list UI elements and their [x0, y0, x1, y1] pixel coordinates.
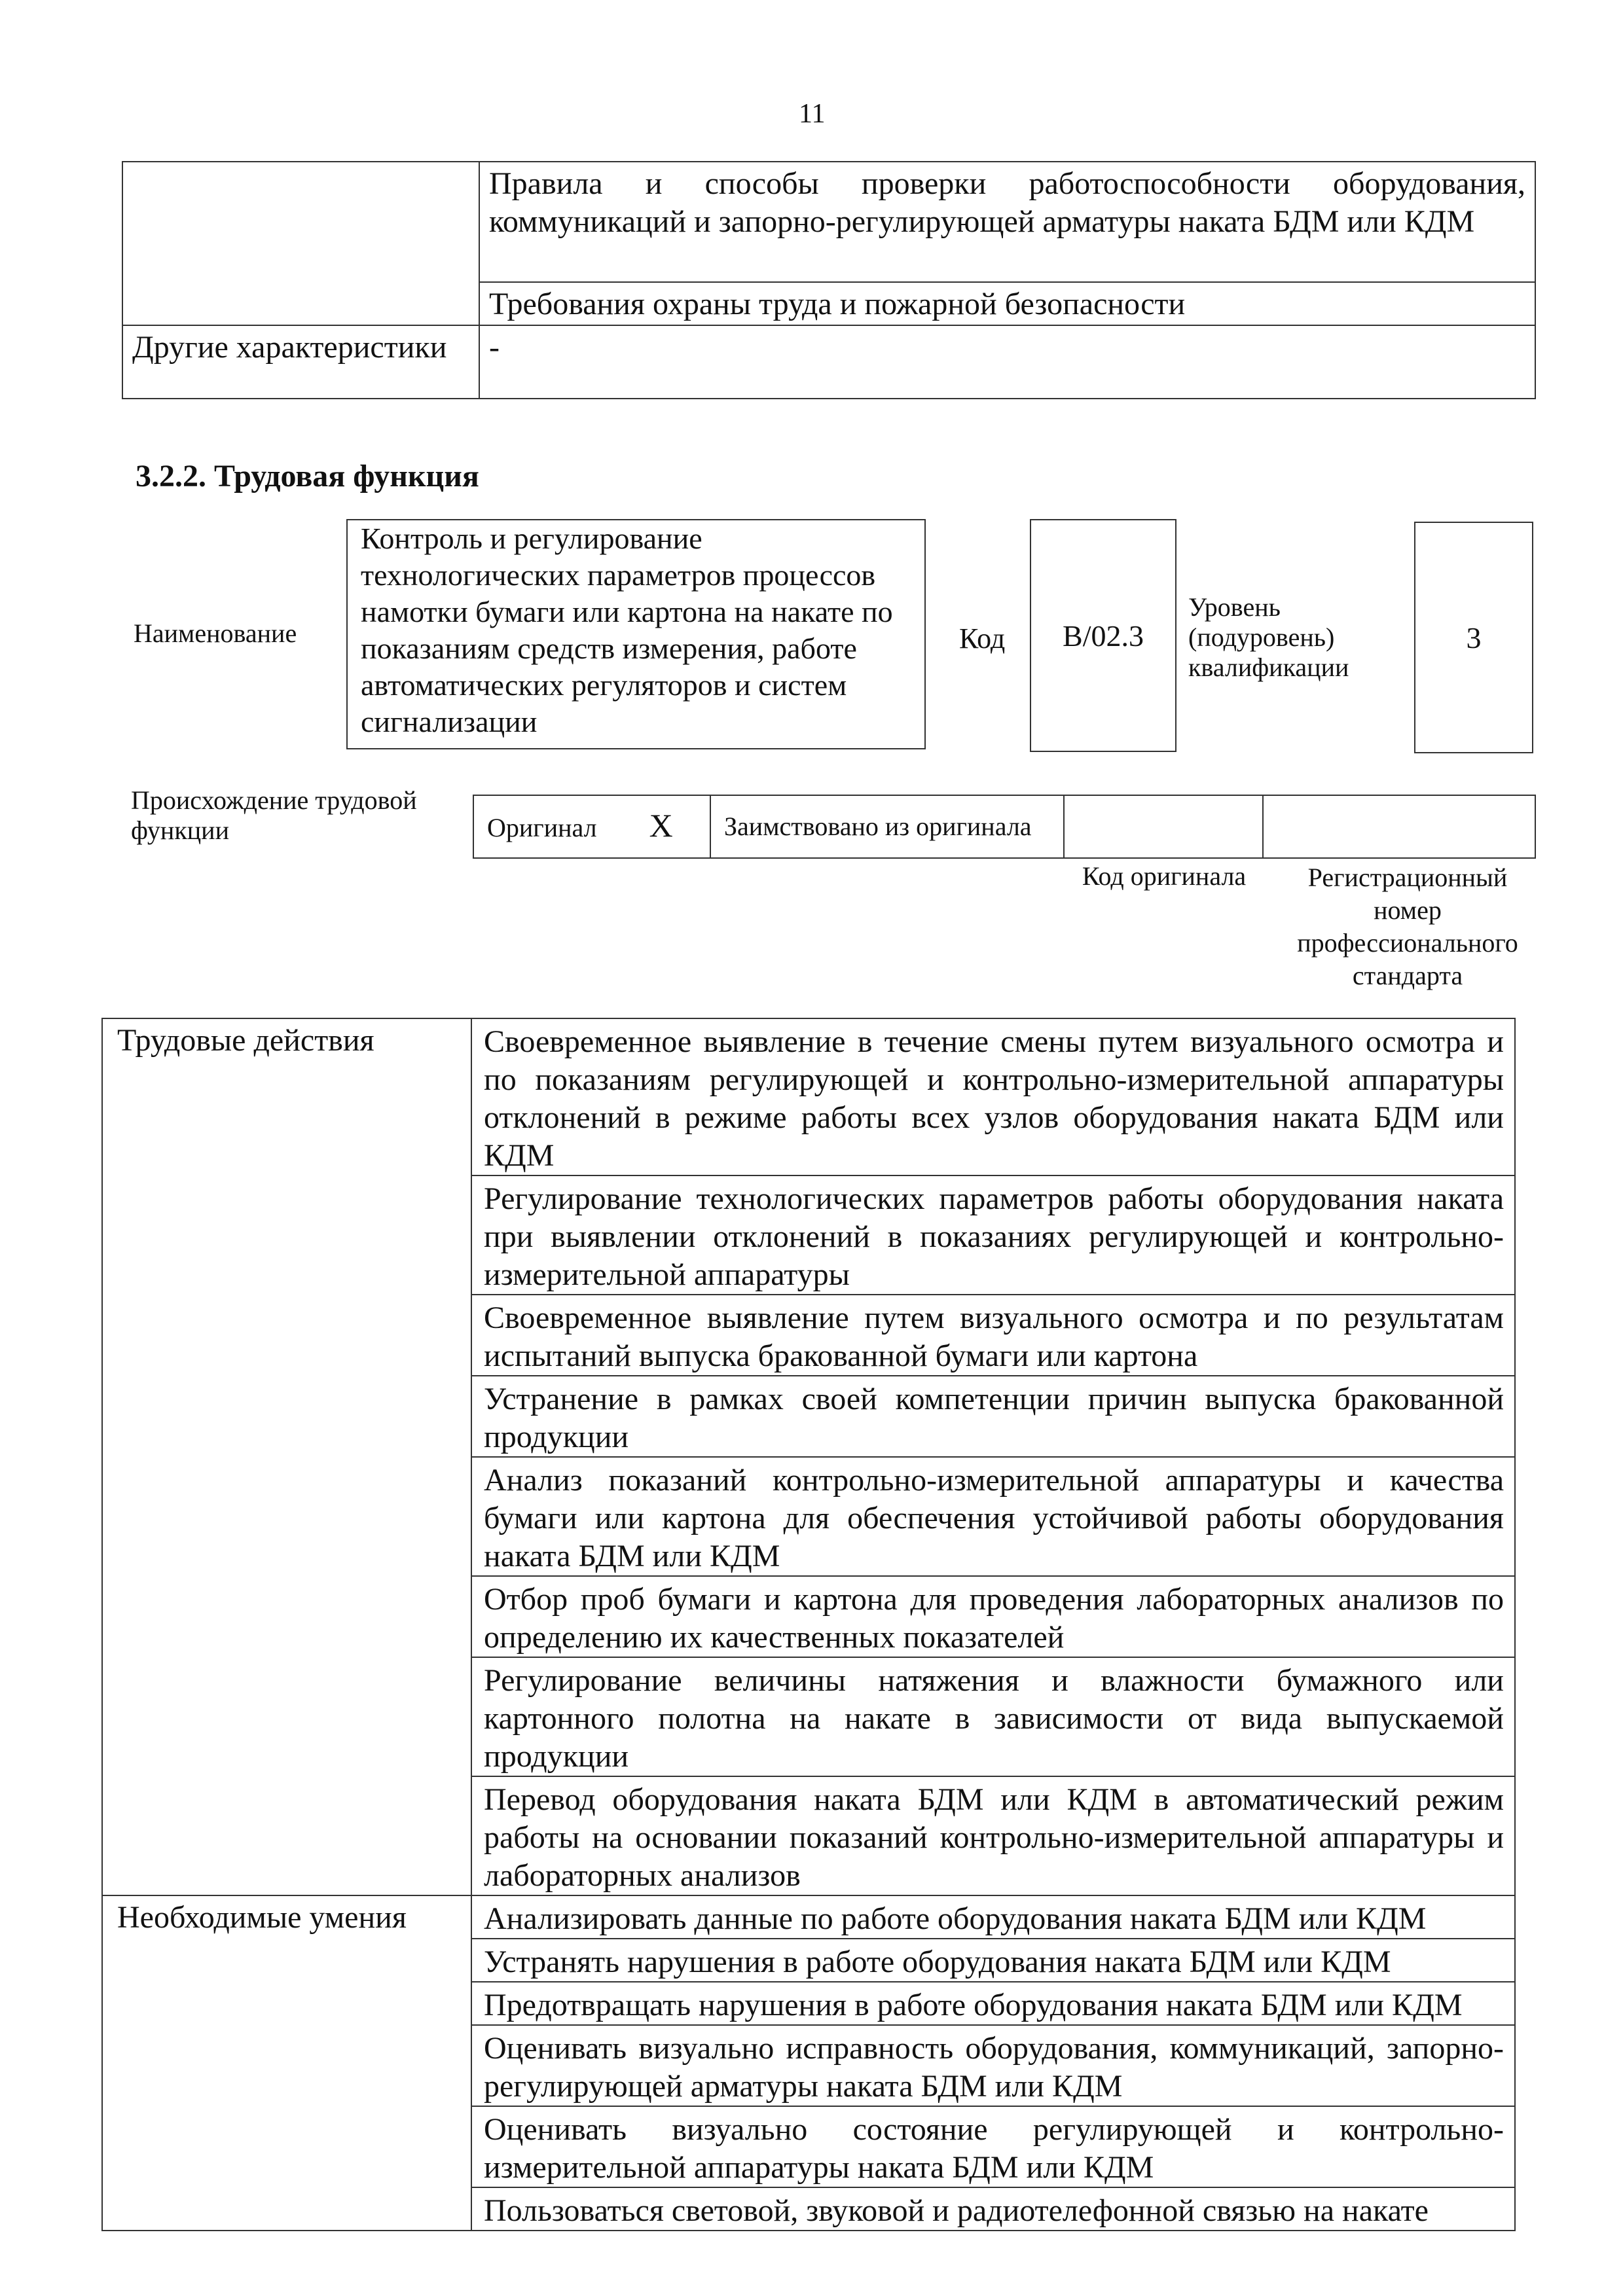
- code-label: Код: [959, 622, 1006, 655]
- page-number: 11: [799, 99, 826, 129]
- level-label: Уровень (подуровень) квалификации: [1188, 592, 1349, 682]
- action-item: Устранение в рамках своей компетенции причин выпуска бракованной продукции: [471, 1376, 1515, 1457]
- skill-item: Анализировать данные по работе оборудования наката БДМ или КДМ: [471, 1895, 1515, 1939]
- table-row: [102, 1895, 1515, 1939]
- level-box: [1414, 522, 1533, 753]
- skill-item: Предотвращать нарушения в работе оборудования наката БДМ или КДМ: [471, 1982, 1515, 2025]
- origin-table: [473, 795, 1536, 859]
- row-label: Другие характеристики: [122, 325, 479, 399]
- row-label: [122, 162, 479, 325]
- code-original-caption: Код оригинала: [1082, 861, 1247, 891]
- table-row: [122, 162, 1535, 282]
- skill-item: Оценивать визуально исправность оборудования, коммуникаций, запорно-регулирующей арматуры наката БДМ или КДМ: [471, 2025, 1515, 2106]
- row-value: Правила и способы проверки работоспособности оборудования, коммуникаций и запорно-регулирующей арматуры наката БДМ или КДМ: [479, 162, 1535, 282]
- level-value: 3: [1466, 620, 1482, 655]
- skills-label: Необходимые умения: [102, 1895, 471, 2231]
- reg-number-caption: Регистрационный номер профессионального стандарта: [1297, 863, 1518, 990]
- function-name-box: [346, 519, 926, 749]
- row-value: Требования охраны труда и пожарной безопасности: [479, 282, 1535, 325]
- function-details-table: [101, 1018, 1516, 2231]
- action-item: Анализ показаний контрольно-измерительной аппаратуры и качества бумаги или картона для обеспечения устойчивой работы оборудования наката БДМ или КДМ: [471, 1457, 1515, 1576]
- skill-item: Пользоваться световой, звуковой и радиотелефонной связью на накате: [471, 2187, 1515, 2231]
- code-box: [1030, 519, 1176, 752]
- top-continuation-table: [122, 161, 1536, 399]
- original-mark: X: [649, 807, 673, 844]
- skill-item: Оценивать визуально состояние регулирующей и контрольно-измерительной аппаратуры наката БДМ или КДМ: [471, 2106, 1515, 2187]
- borrowed-label: Заимствовано из оригинала: [710, 795, 1064, 858]
- action-item: Регулирование технологических параметров работы оборудования наката при выявлении отклонений в показаниях регулирующей и контрольно-измерительной аппаратуры: [471, 1175, 1515, 1295]
- action-item: Отбор проб бумаги и картона для проведения лабораторных анализов по определению их качественных показателей: [471, 1576, 1515, 1657]
- row-value: -: [479, 325, 1535, 399]
- name-label: Наименование: [134, 619, 297, 648]
- action-item: Регулирование величины натяжения и влажности бумажного или картонного полотна на накате в зависимости от вида выпускаемой продукции: [471, 1657, 1515, 1776]
- action-item: Перевод оборудования наката БДМ или КДМ в автоматический режим работы на основании показаний контрольно-измерительной аппаратуры и лабораторных анализов: [471, 1776, 1515, 1895]
- original-cell: [473, 795, 710, 858]
- actions-label: Трудовые действия: [102, 1018, 471, 1895]
- function-name: Контроль и регулирование технологических параметров процессов намотки бумаги или картона на накате по показаниям средств измерения, работе автоматических регуляторов и систем сигнализации: [361, 522, 893, 738]
- code-value: B/02.3: [1063, 619, 1144, 653]
- original-label: Оригинал: [487, 813, 597, 842]
- reg-number-cell: [1263, 795, 1535, 858]
- table-row: [122, 325, 1535, 399]
- action-item: Своевременное выявление в течение смены путем визуального осмотра и по показаниям регулирующей и контрольно-измерительной аппаратуры отклонений в режиме работы всех узлов оборудования наката БДМ или КДМ: [471, 1018, 1515, 1175]
- action-item: Своевременное выявление путем визуального осмотра и по результатам испытаний выпуска бракованной бумаги или картона: [471, 1295, 1515, 1376]
- skill-item: Устранять нарушения в работе оборудования наката БДМ или КДМ: [471, 1939, 1515, 1982]
- section-title: 3.2.2. Трудовая функция: [136, 459, 479, 493]
- origin-label: Происхождение трудовой функции: [131, 785, 417, 845]
- table-row: [102, 1018, 1515, 1175]
- code-original-cell: [1064, 795, 1263, 858]
